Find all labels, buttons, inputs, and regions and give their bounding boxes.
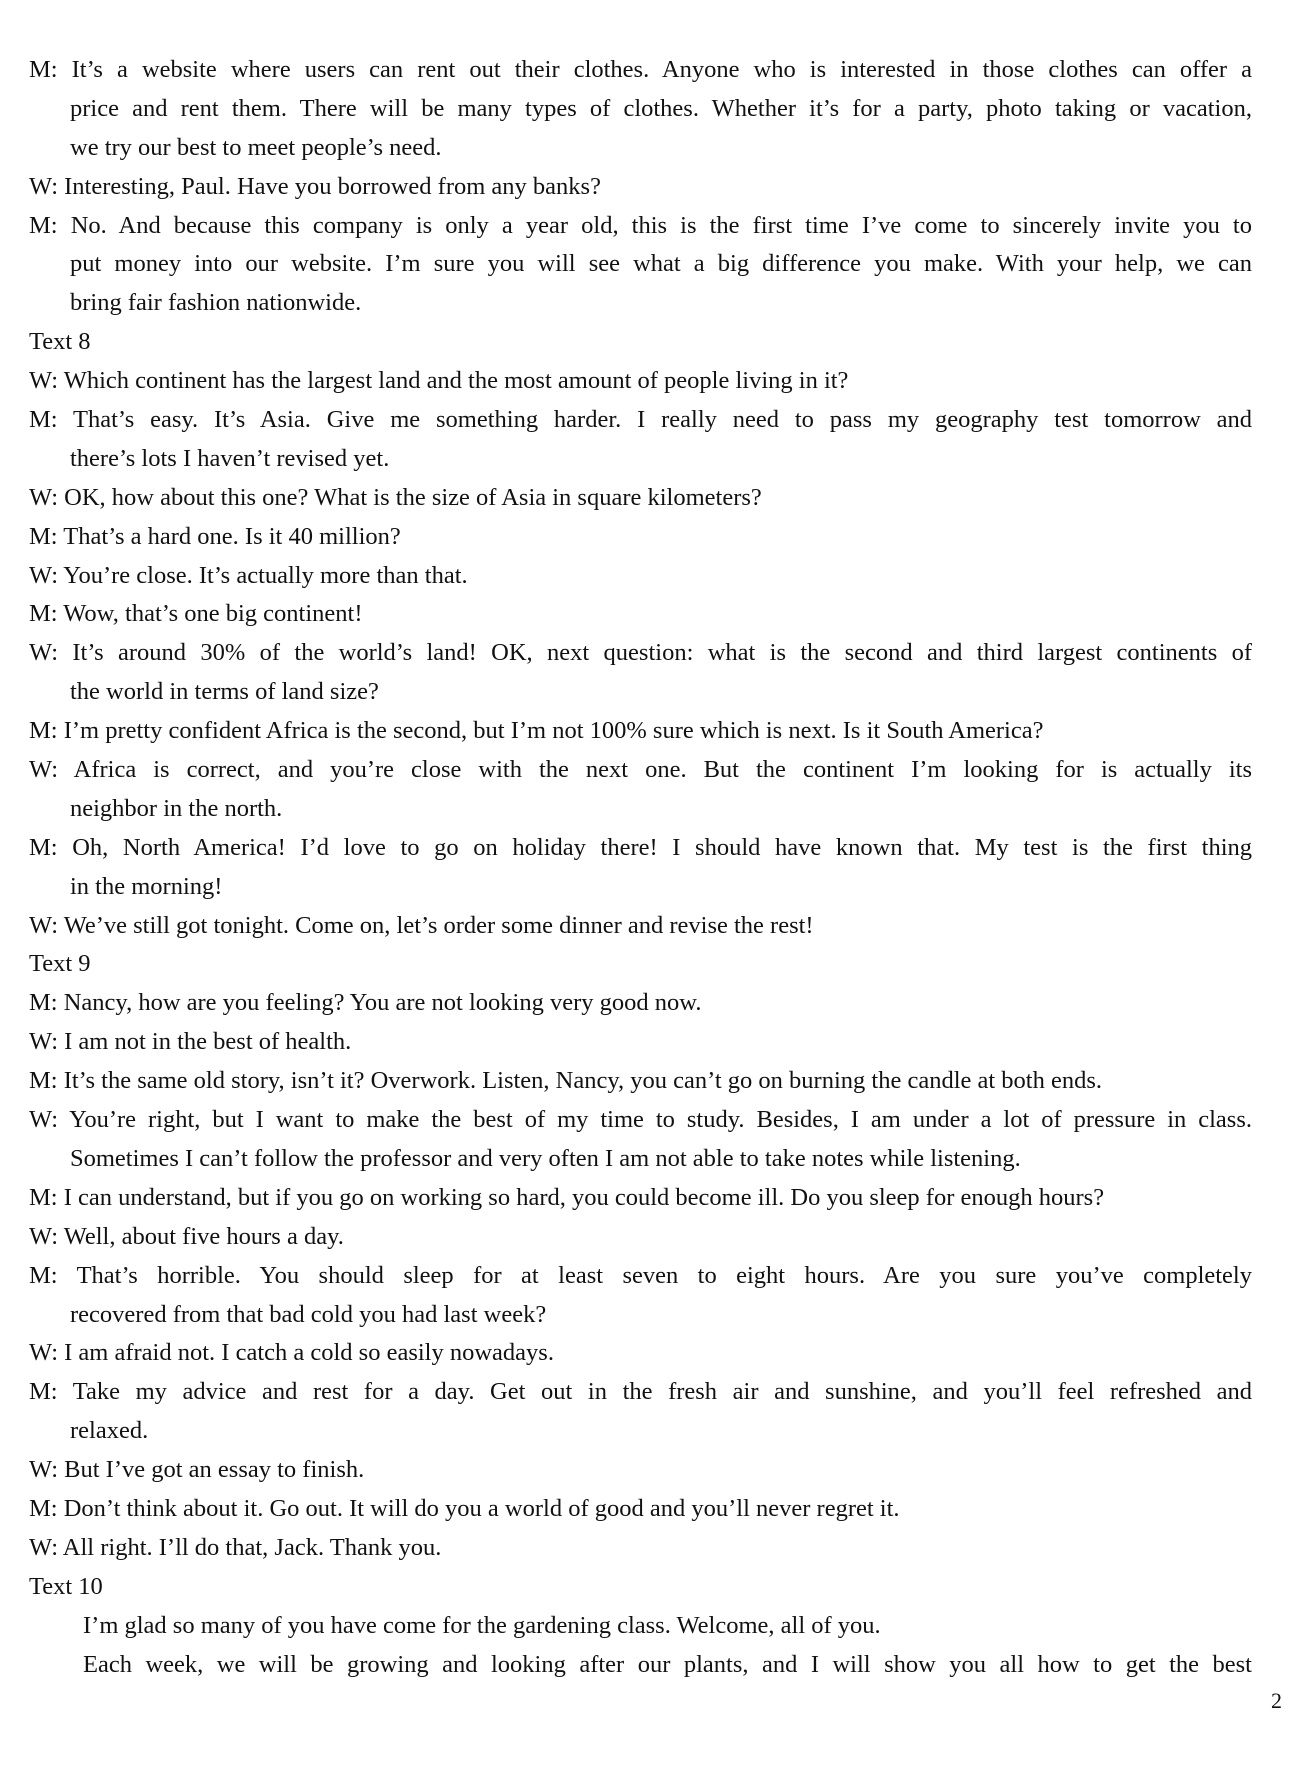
dialogue-turn	[29, 51, 1252, 168]
text-line: M: Don’t think about it. Go out. It will do you a world of good and you’ll never regret it.	[29, 1494, 900, 1522]
dialogue-turn	[29, 362, 1252, 401]
text-line: put money into our website. I’m sure you will see what a big difference you make. With your help, we can	[70, 250, 1252, 278]
text-line: W: You’re right, but I want to make the best of my time to study. Besides, I am under a lot of pressure in class.	[29, 1106, 1252, 1134]
dialogue-turn	[29, 401, 1252, 479]
text-line: W: Which continent has the largest land and the most amount of people living in it?	[29, 367, 849, 395]
text-line: M: That’s a hard one. Is it 40 million?	[29, 522, 401, 550]
text-line: W: Well, about five hours a day.	[29, 1222, 344, 1250]
dialogue-turn	[29, 1101, 1252, 1179]
text-line: M: That’s horrible. You should sleep for at least seven to eight hours. Are you sure you’ve completely	[29, 1261, 1252, 1289]
transcript-body	[29, 51, 1252, 1684]
text-line: the world in terms of land size?	[70, 678, 379, 706]
dialogue-turn	[29, 1490, 1252, 1529]
text-line: Text 10	[29, 1572, 103, 1600]
text-line: M: No. And because this company is only a year old, this is the first time I’ve come to sincerely invite you to	[29, 211, 1252, 239]
section-heading	[29, 323, 1252, 362]
text-line: neighbor in the north.	[70, 794, 283, 822]
text-line: Text 8	[29, 328, 91, 356]
text-line: W: It’s around 30% of the world’s land! OK, next question: what is the second and third largest continents of	[29, 639, 1252, 667]
text-line: W: I am afraid not. I catch a cold so easily nowadays.	[29, 1339, 554, 1367]
text-line: M: Wow, that’s one big continent!	[29, 600, 363, 628]
dialogue-turn	[29, 1062, 1252, 1101]
dialogue-turn	[29, 595, 1252, 634]
text-line: M: It’s a website where users can rent out their clothes. Anyone who is interested in those clothes can offer a	[29, 56, 1252, 83]
text-line: M: Oh, North America! I’d love to go on holiday there! I should have known that. My test is the first thing	[29, 833, 1252, 861]
text-line: W: Africa is correct, and you’re close with the next one. But the continent I’m looking for is actually its	[29, 756, 1252, 784]
paragraph	[29, 1607, 1252, 1646]
paragraph	[29, 1646, 1252, 1685]
text-line: bring fair fashion nationwide.	[70, 289, 362, 317]
dialogue-turn	[29, 1023, 1252, 1062]
dialogue-turn	[29, 1373, 1252, 1451]
dialogue-turn	[29, 712, 1252, 751]
dialogue-turn	[29, 829, 1252, 907]
dialogue-turn	[29, 1451, 1252, 1490]
text-line: price and rent them. There will be many types of clothes. Whether it’s for a party, photo taking or vacation,	[70, 94, 1252, 122]
text-line: there’s lots I haven’t revised yet.	[70, 444, 390, 472]
dialogue-turn	[29, 1257, 1252, 1335]
dialogue-turn	[29, 1334, 1252, 1373]
text-line: in the morning!	[70, 872, 223, 900]
dialogue-turn	[29, 634, 1252, 712]
dialogue-turn	[29, 751, 1252, 829]
text-line: W: Interesting, Paul. Have you borrowed from any banks?	[29, 172, 601, 200]
dialogue-turn	[29, 1179, 1252, 1218]
text-line: M: Take my advice and rest for a day. Get out in the fresh air and sunshine, and you’ll feel refreshed and	[29, 1378, 1252, 1406]
text-line: W: You’re close. It’s actually more than that.	[29, 561, 468, 589]
text-line: we try our best to meet people’s need.	[70, 133, 442, 161]
dialogue-turn	[29, 984, 1252, 1023]
page-number: 2	[1271, 1688, 1282, 1713]
dialogue-turn	[29, 557, 1252, 596]
text-line: Text 9	[29, 950, 91, 978]
dialogue-turn	[29, 518, 1252, 557]
text-line: M: I can understand, but if you go on working so hard, you could become ill. Do you sleep for enough hours?	[29, 1183, 1105, 1211]
text-line: recovered from that bad cold you had last week?	[70, 1300, 547, 1328]
text-line: W: We’ve still got tonight. Come on, let’s order some dinner and revise the rest!	[29, 911, 814, 939]
text-line: W: All right. I’ll do that, Jack. Thank you.	[29, 1533, 442, 1561]
section-heading	[29, 1568, 1252, 1607]
text-line: W: But I’ve got an essay to finish.	[29, 1456, 365, 1484]
dialogue-turn	[29, 479, 1252, 518]
dialogue-turn	[29, 907, 1252, 946]
text-line: M: I’m pretty confident Africa is the second, but I’m not 100% sure which is next. Is it South America?	[29, 717, 1044, 745]
text-line: I’m glad so many of you have come for the gardening class. Welcome, all of you.	[83, 1611, 881, 1639]
dialogue-turn	[29, 168, 1252, 207]
text-line: M: It’s the same old story, isn’t it? Overwork. Listen, Nancy, you can’t go on burning the candle at both ends.	[29, 1067, 1103, 1095]
text-line: W: OK, how about this one? What is the size of Asia in square kilometers?	[29, 483, 762, 511]
dialogue-turn	[29, 207, 1252, 324]
text-line: Sometimes I can’t follow the professor and very often I am not able to take notes while listening.	[70, 1144, 1021, 1172]
section-heading	[29, 945, 1252, 984]
text-line: M: That’s easy. It’s Asia. Give me something harder. I really need to pass my geography test tomorrow and	[29, 406, 1252, 434]
dialogue-turn	[29, 1529, 1252, 1568]
text-line: W: I am not in the best of health.	[29, 1028, 352, 1056]
dialogue-turn	[29, 1218, 1252, 1257]
text-line: Each week, we will be growing and looking after our plants, and I will show you all how to get the best	[83, 1650, 1252, 1678]
text-line: M: Nancy, how are you feeling? You are not looking very good now.	[29, 989, 702, 1017]
text-line: relaxed.	[70, 1417, 149, 1445]
